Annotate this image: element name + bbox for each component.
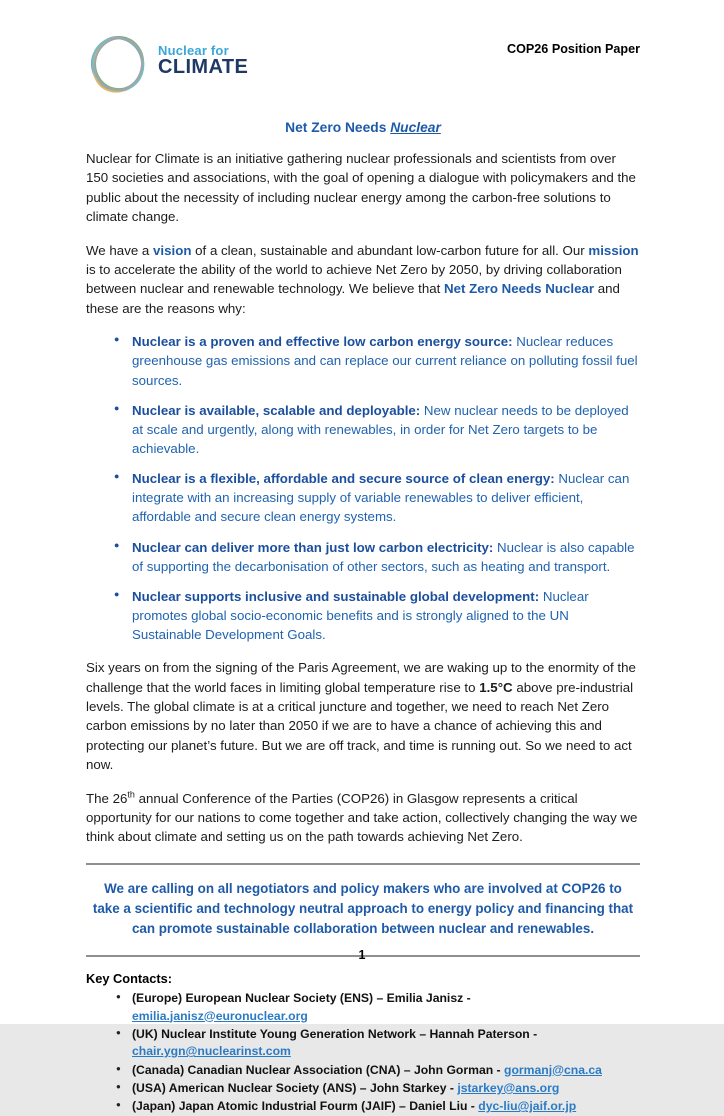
- contact-item: ● (Canada) Canadian Nuclear Association (CNA) – John Gorman - gormanj@cna.ca: [132, 1062, 640, 1079]
- divider-top: [86, 863, 640, 865]
- logo-text: [158, 44, 248, 79]
- callout-statement: We are calling on all negotiators and policy makers who are involved at COP26 to take a scientific and technology neutral approach to energy policy and financing that can promote sustainable collaboration between nuclear and renewables.: [92, 880, 634, 937]
- contact-email-link[interactable]: dyc-liu@jaif.or.jp: [478, 1099, 577, 1114]
- contact-item: ● (USA) American Nuclear Society (ANS) – John Starkey - jstarkey@ans.org: [132, 1080, 640, 1097]
- mission-keyword: mission: [588, 242, 639, 258]
- intro-paragraph: Nuclear for Climate is an initiative gathering nuclear professionals and scientists from over 150 societies and associations, with the goal of opening a dialogue with policymakers and the public about the necessity of including nuclear energy among the carbon-free solutions to climate change.: [86, 151, 636, 225]
- header: [86, 30, 640, 98]
- contact-email-link[interactable]: chair.ygn@nuclearinst.com: [132, 1044, 291, 1059]
- contact-email-link[interactable]: emilia.janisz@euronuclear.org: [132, 1008, 308, 1023]
- contact-item: ● (Europe) European Nuclear Society (ENS) – Emilia Janisz - emilia.janisz@euronuclear.org: [132, 990, 640, 1025]
- reason-item: ● Nuclear is a proven and effective low carbon energy source: Nuclear reduces greenhouse gas emissions and can replace our current reliance on polluting fossil fuel sources.: [132, 332, 640, 389]
- netzero-keyword: Net Zero Needs Nuclear: [444, 281, 595, 297]
- contact-item: ● (Japan) Japan Atomic Industrial Fourm (JAIF) – Daniel Liu - dyc-liu@jaif.or.jp: [132, 1098, 640, 1115]
- key-contacts-heading: Key Contacts:: [86, 971, 173, 987]
- reason-item: ● Nuclear is a flexible, affordable and secure source of clean energy: Nuclear can integrate with an increasing supply of variable renewables to deliver efficient, affordable and secure clean energy systems.: [132, 469, 640, 526]
- ordinal-superscript: th: [127, 789, 135, 800]
- nuclear-for-climate-logo: [86, 30, 248, 98]
- page-title: [86, 120, 640, 135]
- title-emphasis: Nuclear: [390, 120, 441, 135]
- doc-type-label: COP26 Position Paper: [507, 42, 640, 56]
- title-prefix: Net Zero Needs: [285, 120, 391, 135]
- reason-item: ● Nuclear supports inclusive and sustainable global development: Nuclear promotes global socio-economic benefits and is strongly aligned to the UN Sustainable Development Goals.: [132, 587, 640, 644]
- contacts-list: [86, 990, 640, 1115]
- key-contacts-section: [86, 971, 640, 1115]
- reason-item: ● Nuclear can deliver more than just low carbon electricity: Nuclear is also capable of supporting the decarbonisation of other sectors, such as heating and transport.: [132, 538, 640, 576]
- logo-line2: CLIMATE: [158, 56, 249, 79]
- reason-item: ● Nuclear is available, scalable and deployable: New nuclear needs to be deployed at scale and urgently, along with renewables, in order for Net Zero targets to be achievable.: [132, 401, 640, 458]
- cop26-paragraph: The 26th annual Conference of the Parties (COP26) in Glasgow represents a critical opportunity for our nations to come together and take action, collectively changing the way we think about climate and setting us on the path towards achieving Net Zero.: [86, 789, 638, 845]
- contact-item: ● (UK) Nuclear Institute Young Generation Network – Hannah Paterson - chair.ygn@nuclearinst.com: [132, 1026, 640, 1061]
- logo-ring-icon: [86, 30, 150, 98]
- paris-paragraph: Six years on from the signing of the Paris Agreement, we are waking up to the enormity of the challenge that the world faces in limiting global temperature rise to 1.5°C above pre-industrial levels. The global climate is at a critical juncture and together, we need to reach Net Zero carbon emissions by no later than 2050 if we are to have a chance of achieving this and protecting our planet’s future. But we are off track, and time is running out. So we need to act now.: [86, 660, 636, 773]
- contact-email-link[interactable]: jstarkey@ans.org: [457, 1080, 560, 1095]
- vision-keyword: vision: [153, 242, 192, 258]
- logo-line1: Nuclear for: [158, 42, 229, 58]
- reasons-list: [86, 332, 640, 644]
- vision-paragraph: We have a vision of a clean, sustainable and abundant low-carbon future for all. Our mission is to accelerate the ability of the world to achieve Net Zero by 2050, by driving collaboration between nuclear and renewable technology. We believe that Net Zero Needs Nuclear and these are the reasons why:: [86, 242, 639, 316]
- contact-email-link[interactable]: gormanj@cna.ca: [504, 1062, 602, 1077]
- temperature-value: 1.5°C: [479, 679, 513, 695]
- page-number: 1: [358, 948, 366, 962]
